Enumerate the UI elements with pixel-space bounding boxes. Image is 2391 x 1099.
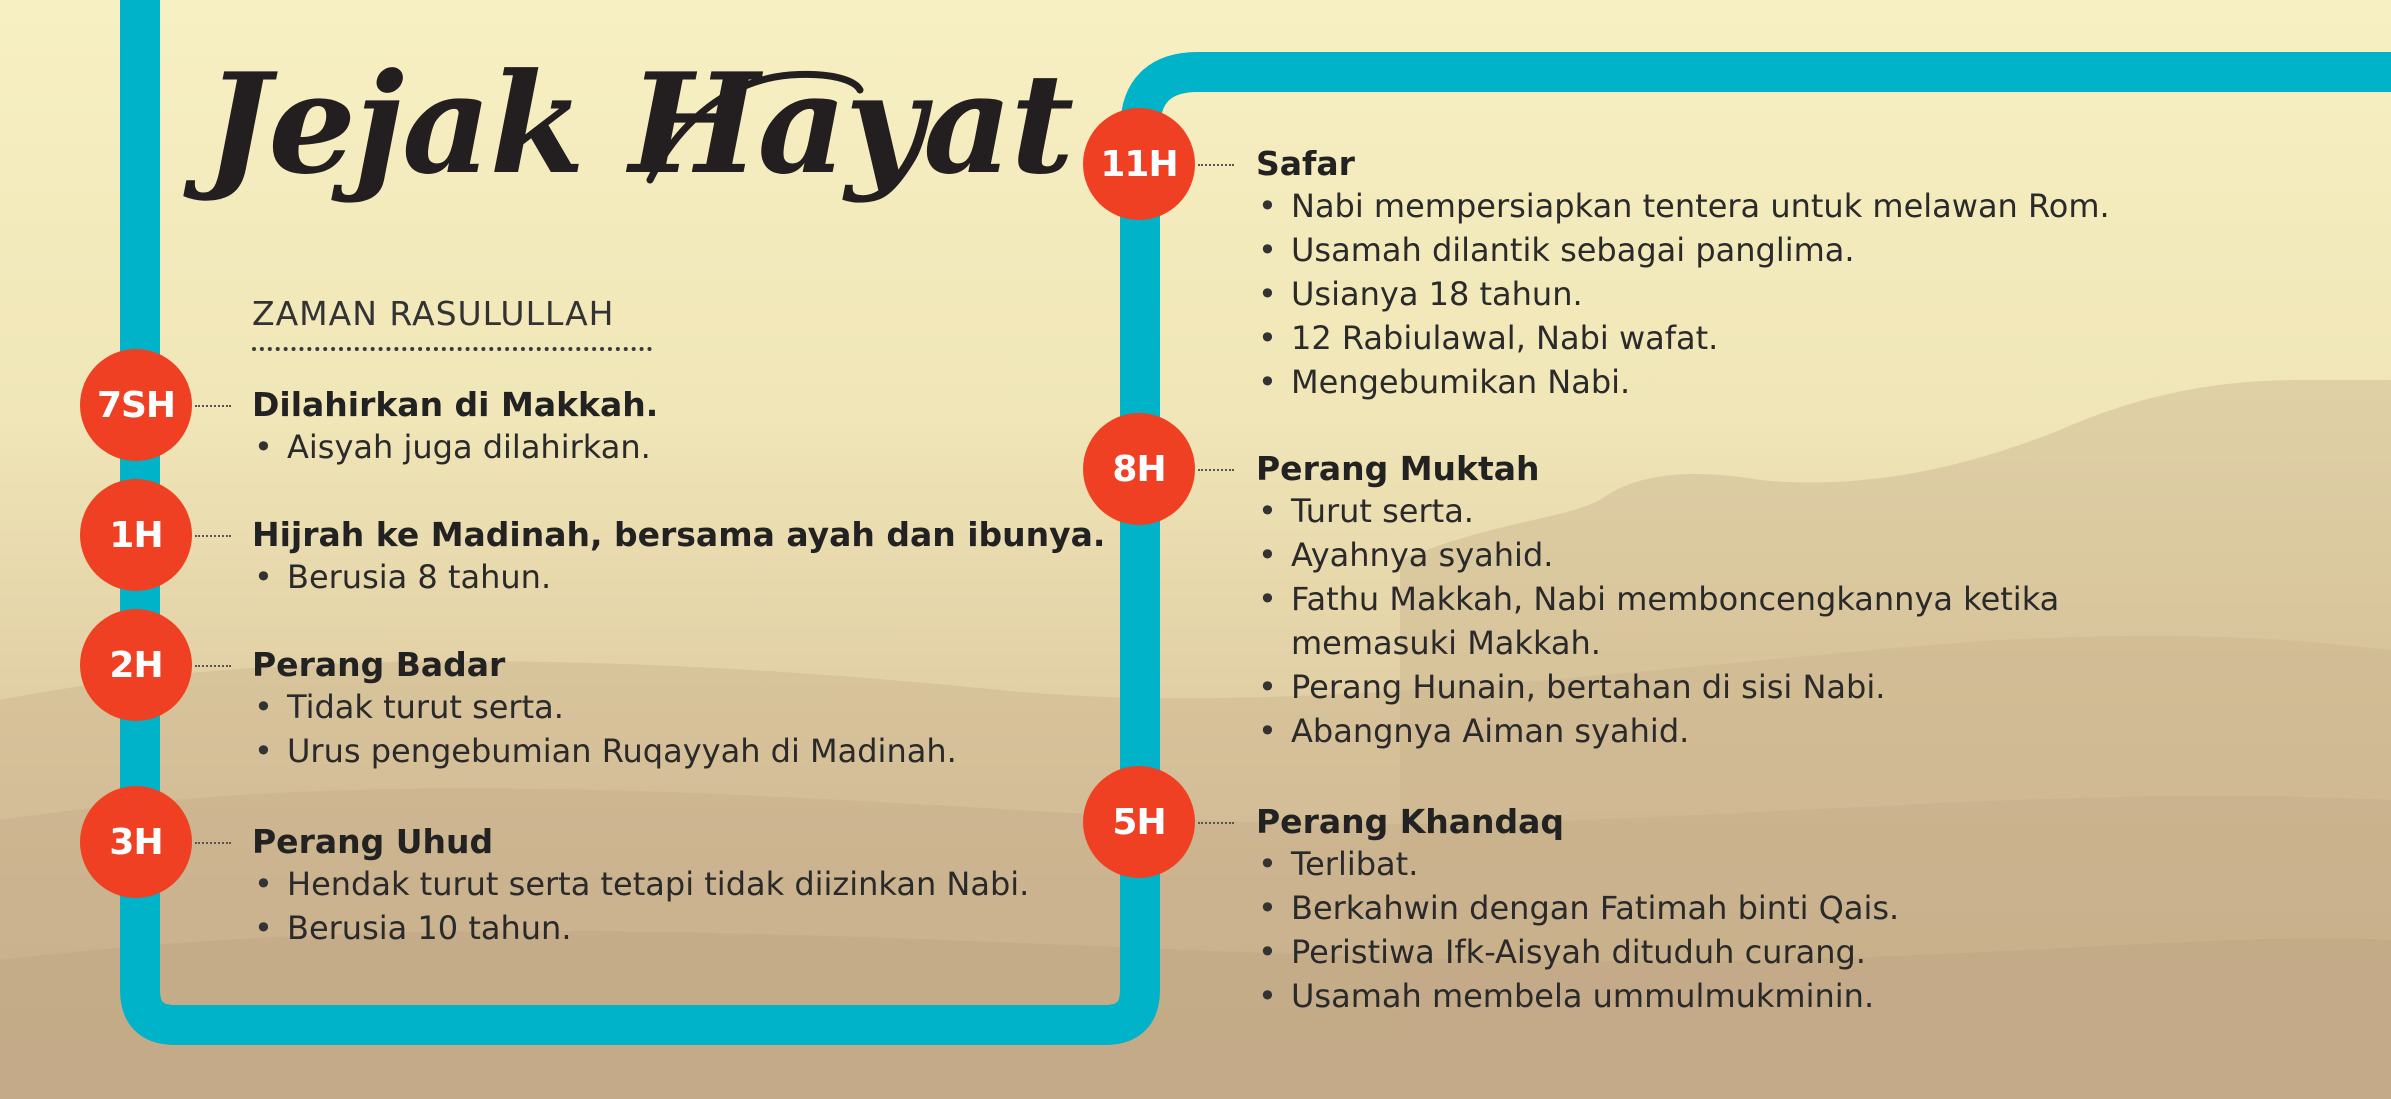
event-item: • Tidak turut serta. <box>252 685 957 729</box>
event-item: • Usamah dilantik sebagai panglima. <box>1256 228 2110 272</box>
event-item: • Berusia 10 tahun. <box>252 906 1029 950</box>
leader-line <box>1198 469 1234 471</box>
timeline-event <box>1256 449 2059 753</box>
event-item: • Nabi mempersiapkan tentera untuk melawan Rom. <box>1256 184 2110 228</box>
event-item: • Terlibat. <box>1256 842 1899 886</box>
event-items <box>252 555 1105 599</box>
event-item: • 12 Rabiulawal, Nabi wafat. <box>1256 316 2110 360</box>
title-swash <box>640 60 870 190</box>
leader-line <box>195 405 231 407</box>
event-title: Dilahirkan di Makkah. <box>252 385 659 424</box>
year-badge: 7SH <box>80 349 192 461</box>
year-badge: 1H <box>80 479 192 591</box>
year-badge: 5H <box>1083 766 1195 878</box>
event-item: • Mengebumikan Nabi. <box>1256 360 2110 404</box>
event-title: Perang Khandaq <box>1256 802 1565 841</box>
year-badge: 8H <box>1083 413 1195 525</box>
event-items <box>252 862 1029 950</box>
event-items <box>1256 489 2059 753</box>
event-title: Safar <box>1256 144 1355 183</box>
event-item: • Berusia 8 tahun. <box>252 555 1105 599</box>
event-title: Hijrah ke Madinah, bersama ayah dan ibunya. <box>252 515 1106 554</box>
event-item: memasuki Makkah. <box>1291 624 1601 662</box>
event-item: • Urus pengebumian Ruqayyah di Madinah. <box>252 729 957 773</box>
year-badge: 2H <box>80 609 192 721</box>
year-badge: 3H <box>80 786 192 898</box>
leader-line <box>1198 822 1234 824</box>
event-item: • Fathu Makkah, Nabi memboncengkannya ketika <box>1256 577 2059 621</box>
event-item: • Turut serta. <box>1256 489 2059 533</box>
year-badge: 11H <box>1083 108 1195 220</box>
leader-line <box>1198 164 1234 166</box>
event-item: • Ayahnya syahid. <box>1256 533 2059 577</box>
event-items <box>252 685 957 773</box>
event-items <box>1256 842 1899 1018</box>
timeline-event <box>1256 802 1899 1018</box>
event-item: • Usamah membela ummulmukminin. <box>1256 974 1899 1018</box>
event-item: • Perang Hunain, bertahan di sisi Nabi. <box>1256 665 2059 709</box>
subtitle-divider <box>252 347 652 351</box>
event-title: Perang Muktah <box>1256 449 1540 488</box>
section-subtitle: ZAMAN RASULULLAH <box>252 294 615 333</box>
timeline-event <box>1256 144 2110 404</box>
event-items <box>252 425 658 469</box>
leader-line <box>195 535 231 537</box>
timeline-event <box>252 515 1105 599</box>
leader-line <box>195 665 231 667</box>
leader-line <box>195 842 231 844</box>
timeline-event <box>252 385 658 469</box>
page-title: Jejak Hayat <box>205 42 1073 205</box>
event-item: • Hendak turut serta tetapi tidak diizinkan Nabi. <box>252 862 1029 906</box>
event-title: Perang Badar <box>252 645 506 684</box>
event-item: • Peristiwa Ifk-Aisyah dituduh curang. <box>1256 930 1899 974</box>
event-item: • Aisyah juga dilahirkan. <box>252 425 658 469</box>
timeline-event <box>252 822 1029 950</box>
event-items <box>1256 184 2110 404</box>
event-title: Perang Uhud <box>252 822 494 861</box>
event-item: • Usianya 18 tahun. <box>1256 272 2110 316</box>
event-item: • Berkahwin dengan Fatimah binti Qais. <box>1256 886 1899 930</box>
timeline-event <box>252 645 957 773</box>
event-item: • Abangnya Aiman syahid. <box>1256 709 2059 753</box>
